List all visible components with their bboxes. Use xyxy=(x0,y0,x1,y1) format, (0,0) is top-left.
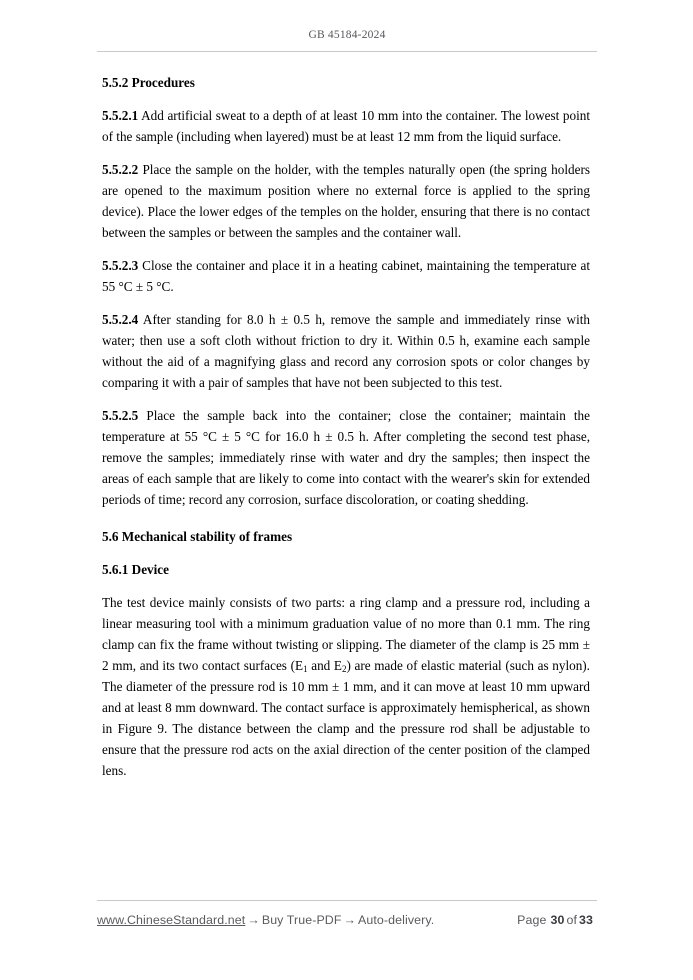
arrow-right-icon: → xyxy=(247,913,260,927)
paragraph-5-5-2-3 xyxy=(102,255,590,297)
arrow-right-icon-2: → xyxy=(343,913,357,927)
page-indicator xyxy=(517,913,597,927)
footer-promo-auto-delivery: Auto-delivery. xyxy=(358,913,435,927)
spacer xyxy=(102,510,590,527)
document-body xyxy=(102,73,590,781)
device-text-part-1: The test device mainly consists of two parts: a ring clamp and a pressure rod, including a linear measuring tool with a minimum graduation value of no more than 0.1 mm. The ring clamp can fix the frame without twisting or slipping. The diameter of the clamp is 25 mm ± 2 mm, and its two contact surfaces (E xyxy=(102,594,590,673)
footer-promo xyxy=(97,913,434,927)
device-text-part-2: and E xyxy=(307,657,342,673)
paragraph-5-6-1-device-description xyxy=(102,592,590,781)
clause-number-5-5-2-4: 5.5.2.4 xyxy=(102,311,139,327)
footer-website-link[interactable]: www.ChineseStandard.net xyxy=(97,913,246,927)
footer-divider xyxy=(97,900,597,901)
clause-text-5-5-2-4: After standing for 8.0 h ± 0.5 h, remove the sample and immediately rinse with water; then use a soft cloth without friction to dry it. Within 0.5 h, examine each sample without the aid of a magnifying glass and record any corrosion spots or color changes by comparing it with a pair of samples that have not been subjected to this test. xyxy=(102,311,590,390)
spacer xyxy=(102,393,590,405)
heading-5-6-1-device: 5.6.1 Device xyxy=(102,562,170,577)
clause-text-5-5-2-1: Add artificial sweat to a depth of at least 10 mm into the container. The lowest point of the sample (including when layered) must be at least 12 mm from the liquid surface. xyxy=(102,107,590,144)
footer-promo-buy-true-pdf: Buy True-PDF xyxy=(261,913,342,927)
spacer xyxy=(102,581,590,592)
clause-text-5-5-2-3: Close the container and place it in a heating cabinet, maintaining the temperature at 55 °C ± 5 °C. xyxy=(102,257,590,294)
paragraph-5-5-2-5 xyxy=(102,405,590,510)
spacer xyxy=(102,547,590,560)
subscript-e2: 2 xyxy=(341,663,347,674)
header-divider xyxy=(97,51,597,52)
spacer xyxy=(102,94,590,105)
device-text-part-3: ) are made of elastic material (such as nylon). The diameter of the pressure rod is 10 mm ± 1 mm, and it can move at least 10 mm upward and at least 8 mm downward. The contact surface is approximately hemispherical, as shown in Figure 9. The distance between the clamp and the pressure rod shall be adjustable to ensure that the pressure rod acts on the axial direction of the center position of the clamped lens. xyxy=(102,657,590,778)
spacer xyxy=(102,147,590,159)
standard-number-title: GB 45184-2024 xyxy=(308,29,386,41)
of-label: of xyxy=(566,913,578,927)
spacer xyxy=(102,297,590,309)
heading-5-6-mechanical-stability: 5.6 Mechanical stability of frames xyxy=(102,528,293,544)
clause-text-5-5-2-5: Place the sample back into the container; close the container; maintain the temperature at 55 °C ± 5 °C for 16.0 h ± 0.5 h. After completing the second test phase, remove the samples; immediately rinse with water and dry the samples; then inspect the areas of each sample that are likely to come into contact with the wearer's skin for extended periods of time; record any corrosion, surface discoloration, or coating shedding. xyxy=(102,407,590,507)
clause-text-5-5-2-2: Place the sample on the holder, with the temples naturally open (the spring holders are opened to the maximum position where no external force is applied to the spring device). Place the lower edges of the temples on the holder, ensuring that there is no contact between the samples or between the samples and the container wall. xyxy=(102,161,590,240)
paragraph-5-5-2-2 xyxy=(102,159,590,243)
spacer xyxy=(102,243,590,255)
clause-number-5-5-2-5: 5.5.2.5 xyxy=(102,407,139,423)
paragraph-5-5-2-4 xyxy=(102,309,590,393)
page-footer xyxy=(97,900,597,927)
subscript-e1: 1 xyxy=(303,663,308,674)
clause-number-5-5-2-3: 5.5.2.3 xyxy=(102,257,139,273)
clause-number-5-5-2-1: 5.5.2.1 xyxy=(102,107,139,123)
page-header xyxy=(97,28,597,60)
footer-row xyxy=(97,913,597,927)
total-page-number: 33 xyxy=(579,913,593,927)
current-page-number: 30 xyxy=(550,913,565,927)
page-label: Page xyxy=(517,913,547,927)
heading-5-5-2-procedures: 5.5.2 Procedures xyxy=(102,75,195,90)
clause-number-5-5-2-2: 5.5.2.2 xyxy=(102,161,139,177)
paragraph-5-5-2-1 xyxy=(102,105,590,147)
